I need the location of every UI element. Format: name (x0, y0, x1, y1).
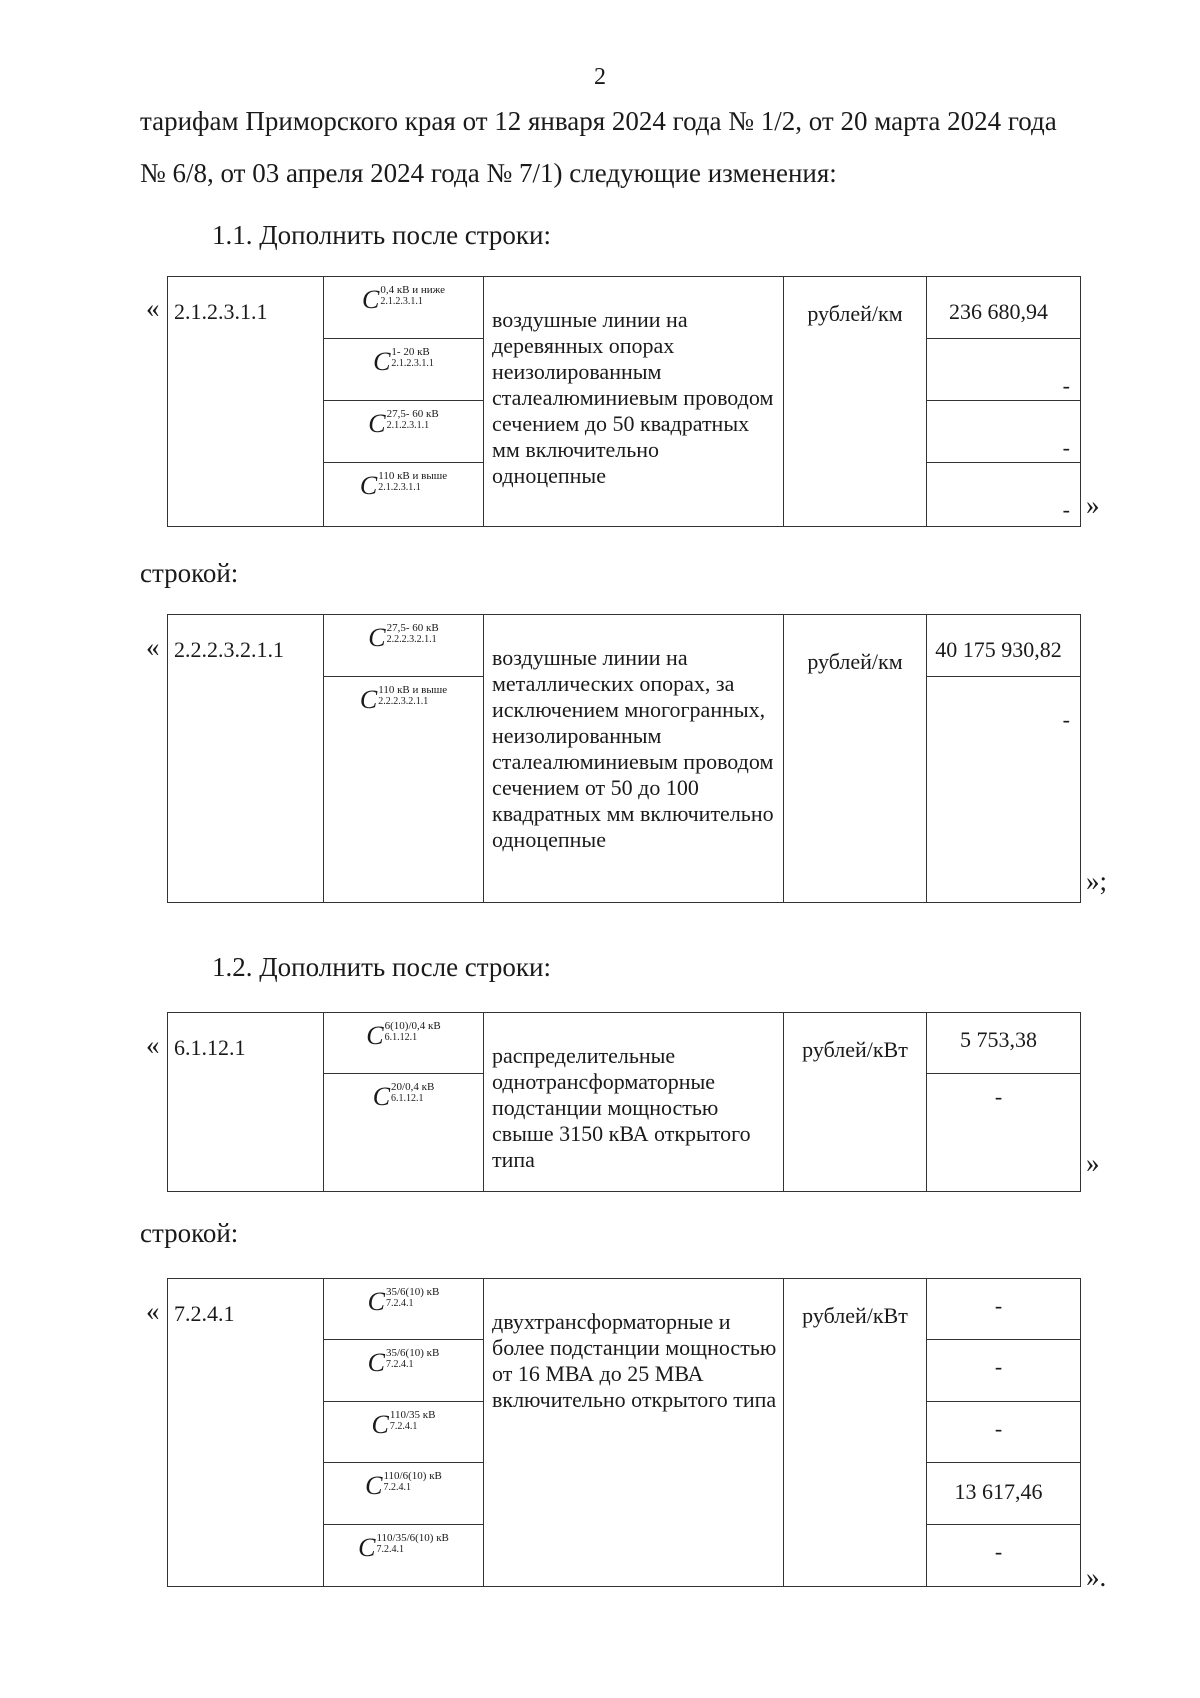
row-unit: рублей/км (784, 277, 927, 527)
row-description: двухтрансформаторные и более подстанции мощностью от 16 МВА до 25 МВА включительно открытого типа (484, 1279, 784, 1587)
row-value: 13 617,46 (927, 1463, 1081, 1525)
row-value: 236 680,94 (927, 277, 1081, 339)
row-description: воздушные линии на металлических опорах, за исключением многогранных, неизолированным сталеалюминиевым проводом сечением от 50 до 100 квадратных мм включительно одноцепные (484, 615, 784, 903)
quote-close-1: » (1086, 490, 1100, 520)
formula-symbol: C 35/6(10) кВ 7.2.4.1 (367, 1347, 440, 1377)
row-unit: рублей/кВт (784, 1279, 927, 1587)
symbol-cell (324, 1463, 484, 1525)
quote-open-2: « (146, 632, 160, 662)
row-value: - (927, 1402, 1081, 1463)
formula-symbol: C 27,5- 60 кВ 2.2.2.3.2.1.1 (368, 622, 439, 652)
quote-open-3: « (146, 1030, 160, 1060)
symbol-cell (324, 277, 484, 339)
row-value: - (927, 1279, 1081, 1340)
intro-line-2: № 6/8, от 03 апреля 2024 года № 7/1) следующие изменения: (140, 158, 837, 188)
symbol-cell (324, 677, 484, 903)
row-description: воздушные линии на деревянных опорах неизолированным сталеалюминиевым проводом сечением до 50 квадратных мм включительно одноцепные (484, 277, 784, 527)
row-value: - (927, 1525, 1081, 1587)
formula-symbol: C 110/35 кВ 7.2.4.1 (371, 1409, 436, 1439)
formula-symbol: C 0,4 кВ и ниже 2.1.2.3.1.1 (361, 284, 446, 314)
row-value: - (927, 1074, 1081, 1192)
symbol-cell (324, 463, 484, 527)
section-1-1-heading: 1.1. Дополнить после строки: (212, 220, 551, 250)
replace-label-2: строкой: (140, 1218, 239, 1248)
row-code: 6.1.12.1 (168, 1013, 324, 1192)
row-description: распределительные однотрансформаторные подстанции мощностью свыше 3150 кВА открытого типа (484, 1013, 784, 1192)
formula-symbol: C 110/35/6(10) кВ 7.2.4.1 (358, 1532, 449, 1562)
formula-symbol: C 110/6(10) кВ 7.2.4.1 (365, 1470, 442, 1500)
symbol-cell (324, 401, 484, 463)
quote-open-4: « (146, 1296, 160, 1326)
page-number: 2 (594, 64, 606, 90)
quote-close-4: ». (1086, 1562, 1107, 1592)
intro-line-1: тарифам Приморского края от 12 января 2024 года № 1/2, от 20 марта 2024 года (140, 106, 1057, 136)
replace-label-1: строкой: (140, 558, 239, 588)
symbol-cell (324, 1525, 484, 1587)
row-value: - (927, 401, 1081, 463)
symbol-cell (324, 1074, 484, 1192)
formula-symbol: C 27,5- 60 кВ 2.1.2.3.1.1 (368, 408, 439, 438)
table-row-6-1-12-1 (167, 1012, 1081, 1192)
row-value: - (927, 463, 1081, 527)
formula-symbol: C 6(10)/0,4 кВ 6.1.12.1 (366, 1020, 441, 1050)
formula-symbol: C 1- 20 кВ 2.1.2.3.1.1 (373, 346, 434, 376)
row-value: - (927, 677, 1081, 903)
formula-symbol: C 35/6(10) кВ 7.2.4.1 (367, 1286, 440, 1316)
row-value: 40 175 930,82 (927, 615, 1081, 677)
table-row-2-1-2-3-1-1 (167, 276, 1081, 527)
quote-close-2: »; (1086, 866, 1108, 896)
symbol-cell (324, 615, 484, 677)
row-value: 5 753,38 (927, 1013, 1081, 1074)
quote-close-3: » (1086, 1148, 1100, 1178)
section-1-2-heading: 1.2. Дополнить после строки: (212, 952, 551, 982)
symbol-cell (324, 1279, 484, 1340)
row-value: - (927, 339, 1081, 401)
quote-open-1: « (146, 293, 160, 323)
formula-symbol: C 20/0,4 кВ 6.1.12.1 (372, 1081, 435, 1111)
table-row-2-2-2-3-2-1-1 (167, 614, 1081, 903)
formula-symbol: C 110 кВ и выше 2.2.2.3.2.1.1 (359, 684, 448, 714)
row-code: 7.2.4.1 (168, 1279, 324, 1587)
row-code: 2.1.2.3.1.1 (168, 277, 324, 527)
table-row-7-2-4-1 (167, 1278, 1081, 1587)
formula-symbol: C 110 кВ и выше 2.1.2.3.1.1 (359, 470, 448, 500)
row-value: - (927, 1340, 1081, 1402)
symbol-cell (324, 1013, 484, 1074)
symbol-cell (324, 1340, 484, 1402)
symbol-cell (324, 1402, 484, 1463)
row-code: 2.2.2.3.2.1.1 (168, 615, 324, 903)
row-unit: рублей/км (784, 615, 927, 903)
symbol-cell (324, 339, 484, 401)
row-unit: рублей/кВт (784, 1013, 927, 1192)
